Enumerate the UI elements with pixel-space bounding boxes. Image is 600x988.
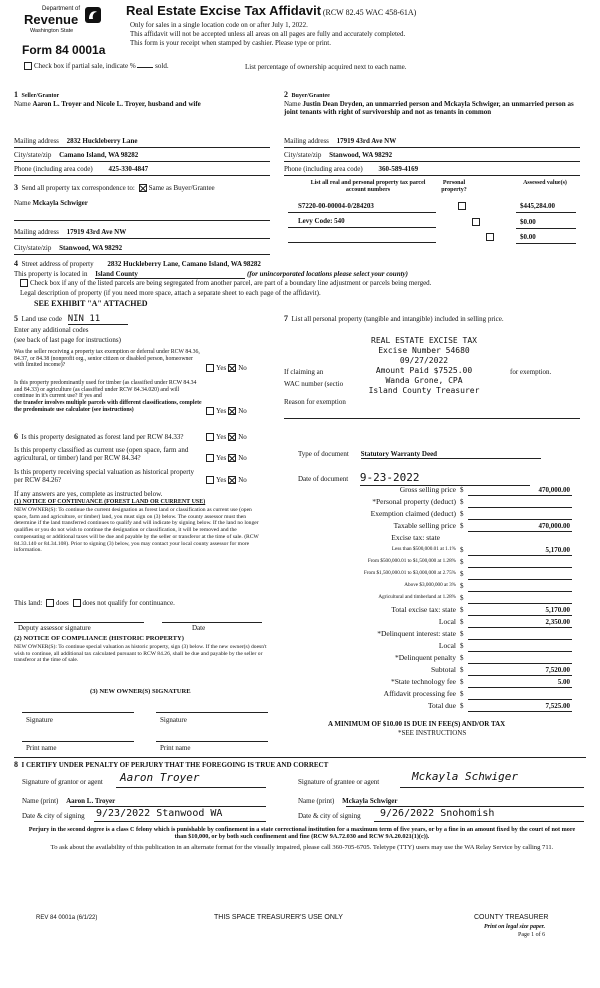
- q-current-use-no-label: No: [238, 454, 247, 462]
- form-citation: (RCW 82.45 WAC 458-61A): [322, 8, 417, 17]
- perjury-note: Perjury in the second degree is a class C felony which is punishable by confinement in a state correctional institution for a maximum term of five years, or by a fine in an amount fixed by the court of not more than $10,000, or by both such confinement and fine (RCW 9A.72.030 and RCW 9A.20.021(1)(c)).: [28, 826, 576, 841]
- corr-name-label: Name: [14, 199, 31, 207]
- stamp-line-5: Wanda Grone, CPA: [385, 376, 463, 385]
- excise-stamp: [324, 336, 524, 396]
- dor-label-revenue: Revenue: [24, 12, 79, 27]
- parcel-row-1-account[interactable]: S7220-00-00004-0/284203: [298, 202, 374, 210]
- rev-number: REV 84 0001a (6/1/22): [36, 915, 98, 921]
- owner-signature-label-2: Signature: [160, 716, 187, 724]
- grantee-name-label: Name (print): [298, 797, 335, 805]
- tax-calculation: Gross selling price $ 470,000.00 *Personal property (deduct) $ Exemption claimed (deduct) $ Taxable selling price $ 470,000.00 Excise tax: state Less than $500,000.01 at 1.1% $ 5,170.00 From $500,000.01 to $1,500,000 at 1.28% $ From $1,500,000.01 to $3,000,000 at 2.75% $ Above $3,000,000 at 3% $ Agricultural and timberland at 1.28% $ Total excise tax: state $ 5,170.00 Local $ 2,350.00 *Delinquent interest: state $ Local $ *Delinquent penalty $ Subtotal $ 7,520.00: [363, 485, 570, 674]
- section-4-number: 4: [14, 259, 18, 268]
- seller-mail[interactable]: 2832 Huckleberry Lane: [66, 137, 138, 145]
- form-title-row: [126, 4, 416, 19]
- grantor-name[interactable]: Aaron L. Troyer: [66, 797, 116, 805]
- total-due-value[interactable]: 7,525.00: [545, 702, 570, 710]
- section-2-number: 2: [284, 90, 288, 99]
- q-timber-yes-label: Yes: [216, 407, 227, 415]
- q-timber: Is this property predominantly used for timber (as classified under RCW 84.34 and 84.33) or agriculture (as classified under RCW 84.34.020) and will continue in it's current use? If yes and: [14, 380, 197, 400]
- new-owner-heading: (3) NEW OWNER(S) SIGNATURE: [90, 688, 191, 695]
- buyer-heading: Buyer/Grantee: [291, 93, 330, 99]
- q-forest-yes[interactable]: [206, 433, 214, 441]
- q-timber-no[interactable]: [228, 407, 236, 415]
- seller-city-label: City/state/zip: [14, 151, 52, 159]
- doc-type[interactable]: Statutory Warranty Deed: [361, 450, 541, 459]
- for-exemption-label: for exemption.: [510, 368, 552, 376]
- notice-2: This affidavit will not be accepted unless all areas on all pages are fully and accurately completed.: [130, 30, 406, 38]
- does-not-checkbox[interactable]: [73, 599, 81, 607]
- doc-date[interactable]: 9-23-2022: [360, 472, 530, 486]
- partial-note: List percentage of ownership acquired next to each name.: [245, 63, 407, 71]
- parcel-row-3-value[interactable]: $0.00: [520, 233, 536, 241]
- q-exemption-yes[interactable]: [206, 364, 214, 372]
- total-state-label: Total excise tax: state: [391, 605, 456, 614]
- q-exemption: Was the seller receiving a property tax exemption or deferral under RCW 84.36, 84.37, or 84.38 (nonprofit org., senior citizen or disabled person, homeowner with limited income)?: [14, 349, 200, 369]
- stamp-line-2: Excise Number 54680: [378, 346, 470, 355]
- partial-sale-percent[interactable]: [137, 67, 153, 68]
- unincorp-note: (for unincorporated locations please select your county): [246, 270, 408, 278]
- wac-label: WAC number (sectio: [284, 380, 344, 388]
- legal-desc-label: Legal description of property (if you need more space, attach a separate sheet to each page of the affidavit).: [20, 289, 321, 297]
- gross-label: Gross selling price: [399, 485, 456, 494]
- this-land-label: This land:: [14, 599, 43, 607]
- buyer-phone-label: Phone (including area code): [284, 165, 363, 173]
- excise-state-label: Excise tax: state: [391, 533, 440, 542]
- q-current-use-yes-label: Yes: [216, 454, 227, 462]
- doc-type-label: Type of document: [298, 450, 349, 458]
- taxable-label: Taxable selling price: [393, 521, 456, 530]
- total-due-label: Total due: [427, 701, 456, 710]
- q-exemption-no-label: No: [238, 364, 247, 372]
- taxable-value[interactable]: 470,000.00: [538, 522, 570, 530]
- grantee-name[interactable]: Mckayla Schwiger: [342, 797, 398, 805]
- section-5-number: 5: [14, 314, 18, 323]
- personal-property-section: [284, 314, 586, 430]
- stamp-line-3: 09/27/2022: [399, 356, 449, 365]
- total-state-value[interactable]: 5,170.00: [545, 606, 570, 614]
- buyer-section: [284, 90, 584, 180]
- parcel-col-assessed: Assessed value(s): [523, 180, 567, 186]
- parcel-row-1-value[interactable]: $445,284.00: [520, 202, 555, 210]
- q-current-use-yes[interactable]: [206, 454, 214, 462]
- delinquent-penalty-label: *Delinquent penalty: [394, 653, 456, 662]
- partial-sale-sold: sold.: [155, 62, 169, 70]
- corr-name[interactable]: Mckayla Schwiger: [32, 199, 88, 207]
- legal-exhibit[interactable]: SEE EXHIBIT "A" ATTACHED: [34, 299, 148, 308]
- delinquent-local-label: Local: [438, 641, 456, 650]
- q-timber-no-label: No: [238, 407, 247, 415]
- seller-city[interactable]: Camano Island, WA 98282: [59, 151, 139, 159]
- local-value[interactable]: 2,350.00: [545, 618, 570, 626]
- notice-3: This form is your receipt when stamped by cashier. Please type or print.: [130, 39, 332, 47]
- same-as-buyer-checkbox[interactable]: [139, 184, 147, 192]
- reason-label: Reason for exemption: [284, 398, 346, 406]
- historic-body: NEW OWNER(S): To continue special valuation as historic property, sign (3) below. If the new owner(s) doesn't wish to continue, all additional tax calculated pursuant to RCW 84.26, shall be due and payable by the seller or transferor at the time of sale.: [14, 644, 267, 664]
- certify-text: I CERTIFY UNDER PENALTY OF PERJURY THAT THE FOREGOING IS TRUE AND CORRECT: [21, 761, 329, 769]
- buyer-phone[interactable]: 360-589-4169: [378, 165, 419, 173]
- parcel-table: [284, 180, 584, 258]
- q-current-use-no[interactable]: [228, 454, 236, 462]
- grantee-date-city[interactable]: 9/26/2022 Snohomish: [380, 808, 495, 819]
- located-label: This property is located in: [14, 270, 88, 278]
- continuance-heading: (1) NOTICE OF CONTINUANCE (FOREST LAND OR CURRENT USE): [14, 499, 206, 505]
- grantee-signature[interactable]: Mckayla Schwiger: [412, 770, 518, 783]
- grantor-date-city[interactable]: 9/23/2022 Stanwood WA: [96, 808, 223, 819]
- corr-city-label: City/state/zip: [14, 244, 52, 252]
- grantee-date-label: Date & city of signing: [298, 812, 361, 820]
- seller-name-label: Name: [14, 100, 31, 108]
- q-forest-no[interactable]: [228, 433, 236, 441]
- bracket-2-label: From $500,000.01 to $1,500,000 at 1.28%: [367, 558, 456, 564]
- deputy-sig-label: Deputy assessor signature: [18, 624, 91, 632]
- section-6-number: 6: [14, 432, 18, 441]
- q-exemption-no[interactable]: [228, 364, 236, 372]
- correspondence-section: [14, 183, 272, 257]
- parcel-row-1-personal[interactable]: [458, 202, 466, 210]
- historic-heading: (2) NOTICE OF COMPLIANCE (HISTORIC PROPERTY): [14, 635, 184, 642]
- seller-section: [14, 90, 272, 180]
- grantor-name-label: Name (print): [22, 797, 59, 805]
- does-label: does: [55, 599, 69, 607]
- segregated-label: Check box if any of the listed parcels are being segregated from another parcel, are part of a boundary line adjustment or parcels being merged.: [30, 279, 432, 287]
- partial-sale-label: Check box if partial sale, indicate %: [34, 62, 136, 70]
- forest-section: [14, 432, 276, 672]
- dor-label-top: Department of: [42, 6, 81, 12]
- affidavit-fee-label: Affidavit processing fee: [383, 689, 456, 698]
- grantor-signature[interactable]: Aaron Troyer: [120, 771, 200, 784]
- section-1-number: 1: [14, 90, 18, 99]
- q-forest-no-label: No: [238, 433, 247, 441]
- local-label: Local: [438, 617, 456, 626]
- parcel-row-2-value[interactable]: $0.00: [520, 218, 536, 226]
- claiming-label-a: If claiming an: [284, 368, 324, 376]
- parcel-col-personal: Personal property?: [441, 180, 467, 193]
- if-yes-note: If any answers are yes, complete as instructed below.: [14, 490, 163, 498]
- seller-heading: Seller/Grantor: [21, 93, 60, 99]
- q-forest: Is this property designated as forest land per RCW 84.33?: [21, 433, 184, 441]
- property-county[interactable]: Island County: [95, 270, 245, 279]
- owner-signature-label-1: Signature: [26, 716, 53, 724]
- landuse-code[interactable]: NIN 11: [68, 314, 128, 325]
- correspondence-label: Send all property tax correspondence to:: [21, 184, 135, 192]
- grantee-sig-label: Signature of grantee or agent: [298, 778, 380, 786]
- stamp-line-1: REAL ESTATE EXCISE TAX: [371, 336, 477, 345]
- q-forest-yes-label: Yes: [216, 433, 227, 441]
- q-historic-no-label: No: [238, 476, 247, 484]
- landuse-label: Land use code: [21, 315, 62, 323]
- personal-deduct-label: *Personal property (deduct): [372, 497, 456, 506]
- parcel-row-2-personal[interactable]: [472, 218, 480, 226]
- seller-mail-label: Mailing address: [14, 137, 59, 145]
- seller-phone-label: Phone (including area code): [14, 165, 93, 173]
- bracket-3-label: From $1,500,000.01 to $3,000,000 at 2.75%: [363, 570, 456, 576]
- stamp-line-4: Amount Paid $7525.00: [375, 366, 473, 375]
- bracket-1-value[interactable]: 5,170.00: [545, 546, 570, 554]
- partial-sale-row: [22, 62, 169, 70]
- buyer-name[interactable]: Justin Dean Dryden, an unmarried person and Mckayla Schwiger, an unmarried person as joint tenants with right of survivorship and not as tenants in common: [284, 100, 574, 117]
- q-historic-no[interactable]: [228, 476, 236, 484]
- personal-label: List all personal property (tangible and intangible) included in selling price.: [291, 315, 504, 323]
- deputy-date-label: Date: [192, 624, 206, 632]
- stamp-line-6: Island County Treasurer: [368, 386, 480, 395]
- doc-date-label: Date of document: [298, 475, 349, 483]
- treasurer-space: THIS SPACE TREASURER'S USE ONLY: [214, 914, 343, 921]
- bracket-4-label: Above $3,000,000 at 3%: [404, 582, 456, 588]
- grantor-sig-label: Signature of grantor or agent: [22, 778, 103, 786]
- bracket-5-label: Agricultural and timberland at 1.28%: [378, 594, 456, 600]
- section-8-number: 8: [14, 760, 18, 769]
- document-section: [298, 450, 588, 484]
- buyer-mail-label: Mailing address: [284, 137, 329, 145]
- q-exemption-yes-label: Yes: [216, 364, 227, 372]
- minimum-note: A MINIMUM OF $10.00 IS DUE IN FEE(S) AND/OR TAX: [328, 720, 506, 728]
- bracket-1-label: Less than $500,000.01 at 1.1%: [391, 546, 456, 552]
- owner-print-label-1: Print name: [26, 744, 57, 752]
- page-number: Page 1 of 6: [518, 932, 546, 938]
- buyer-city[interactable]: Stanwood, WA 98292: [329, 151, 393, 159]
- q-historic-yes[interactable]: [206, 476, 214, 484]
- county-treasurer: COUNTY TREASURER: [474, 914, 549, 921]
- see-back-note: (see back of last page for instructions): [14, 336, 121, 344]
- buyer-mail[interactable]: 17919 43rd Ave NW: [336, 137, 397, 145]
- buyer-city-label: City/state/zip: [284, 151, 322, 159]
- tech-fee-label: *State technology fee: [391, 677, 456, 686]
- buyer-name-label: Name: [284, 100, 301, 108]
- q-timber-yes[interactable]: [206, 407, 214, 415]
- section-7-number: 7: [284, 314, 288, 323]
- owner-print-label-2: Print name: [160, 744, 191, 752]
- subtotal-label: Subtotal: [430, 665, 456, 674]
- notice-1: Only for sales in a single location code on or after July 1, 2022.: [130, 21, 308, 29]
- tax-calc-lower: *State technology fee $ 5.00 Affidavit processing fee $ Total due $ 7,525.00: [383, 677, 570, 710]
- does-checkbox[interactable]: [46, 599, 54, 607]
- certification-row: [14, 760, 328, 769]
- grantor-date-label: Date & city of signing: [22, 812, 85, 820]
- parcel-col-account: List all real and personal property tax parcel account numbers: [310, 180, 426, 193]
- form-title: Real Estate Excise Tax Affidavit: [126, 3, 322, 18]
- section-3-number: 3: [14, 183, 18, 192]
- subtotal-value[interactable]: 7,520.00: [545, 666, 570, 674]
- segregated-checkbox[interactable]: [20, 279, 28, 287]
- see-instructions: *SEE INSTRUCTIONS: [398, 729, 467, 737]
- q-historic-yes-label: Yes: [216, 476, 227, 484]
- legal-size-note: Print on legal size paper.: [484, 924, 546, 930]
- same-as-buyer-label: Same as Buyer/Grantee: [148, 184, 215, 192]
- q-timber-b: the transfer involves multiple parcels with different classifications, complete the predominate use calculator (see instructions): [14, 400, 202, 413]
- continuance-body: NEW OWNER(S): To continue the current designation as forest land or classification as current use (open space, farm and agriculture, or timber) land, you must sign on (3) below. The county assessor must then determine if the land transferred continues to qualify and will indicate by signing below. If the land no longer qualifies or you do not wish to continue the designation or classification, it will be removed and the compensating or additional taxes will be due and payable by the seller or transferor at the time of sale. (RCW 84.33.140 or 84.34.108). Prior to signing (3) below, you may contact your local county assessor for more information.: [14, 507, 259, 554]
- corr-mail-label: Mailing address: [14, 228, 59, 236]
- property-street[interactable]: 2832 Huckleberry Lane, Camano Island, WA 98282: [107, 260, 261, 268]
- partial-sale-checkbox[interactable]: [24, 62, 32, 70]
- dor-logo-icon: [84, 6, 102, 24]
- gross-value[interactable]: 470,000.00: [538, 486, 570, 494]
- property-section: [14, 259, 586, 311]
- dor-label-state: Washington State: [30, 28, 74, 34]
- parcel-row-3-personal[interactable]: [486, 233, 494, 241]
- landuse-section: [14, 314, 272, 430]
- q-historic: Is this property receiving special valuation as historical property per RCW 84.26?: [14, 468, 195, 485]
- dor-logo: [22, 6, 102, 42]
- tech-fee-value[interactable]: 5.00: [557, 678, 570, 686]
- delinquent-state-label: *Delinquent interest: state: [377, 629, 456, 638]
- corr-mail[interactable]: 17919 43rd Ave NW: [66, 228, 127, 236]
- corr-city[interactable]: Stanwood, WA 98292: [59, 244, 123, 252]
- does-not-label: does not qualify for continuance.: [82, 599, 175, 607]
- seller-name[interactable]: Aaron L. Troyer and Nicole L. Troyer, husband and wife: [32, 100, 201, 108]
- street-label: Street address of property: [21, 260, 94, 268]
- alt-format-note: To ask about the availability of this publication in an alternate format for the visually impaired, please call 360-705-6705. Teletype (TTY) users may use the WA Relay Service by calling 711.: [50, 844, 554, 851]
- parcel-row-2-account[interactable]: Levy Code: 540: [298, 217, 345, 225]
- form-number: Form 84 0001a: [22, 43, 106, 57]
- seller-phone[interactable]: 425-330-4847: [108, 165, 149, 173]
- exemption-deduct-label: Exemption claimed (deduct): [370, 509, 456, 518]
- q-current-use: Is this property classified as current use (open space, farm and agricultural, or timber) land per RCW 84.34?: [14, 446, 189, 463]
- additional-codes-label: Enter any additional codes: [14, 326, 89, 334]
